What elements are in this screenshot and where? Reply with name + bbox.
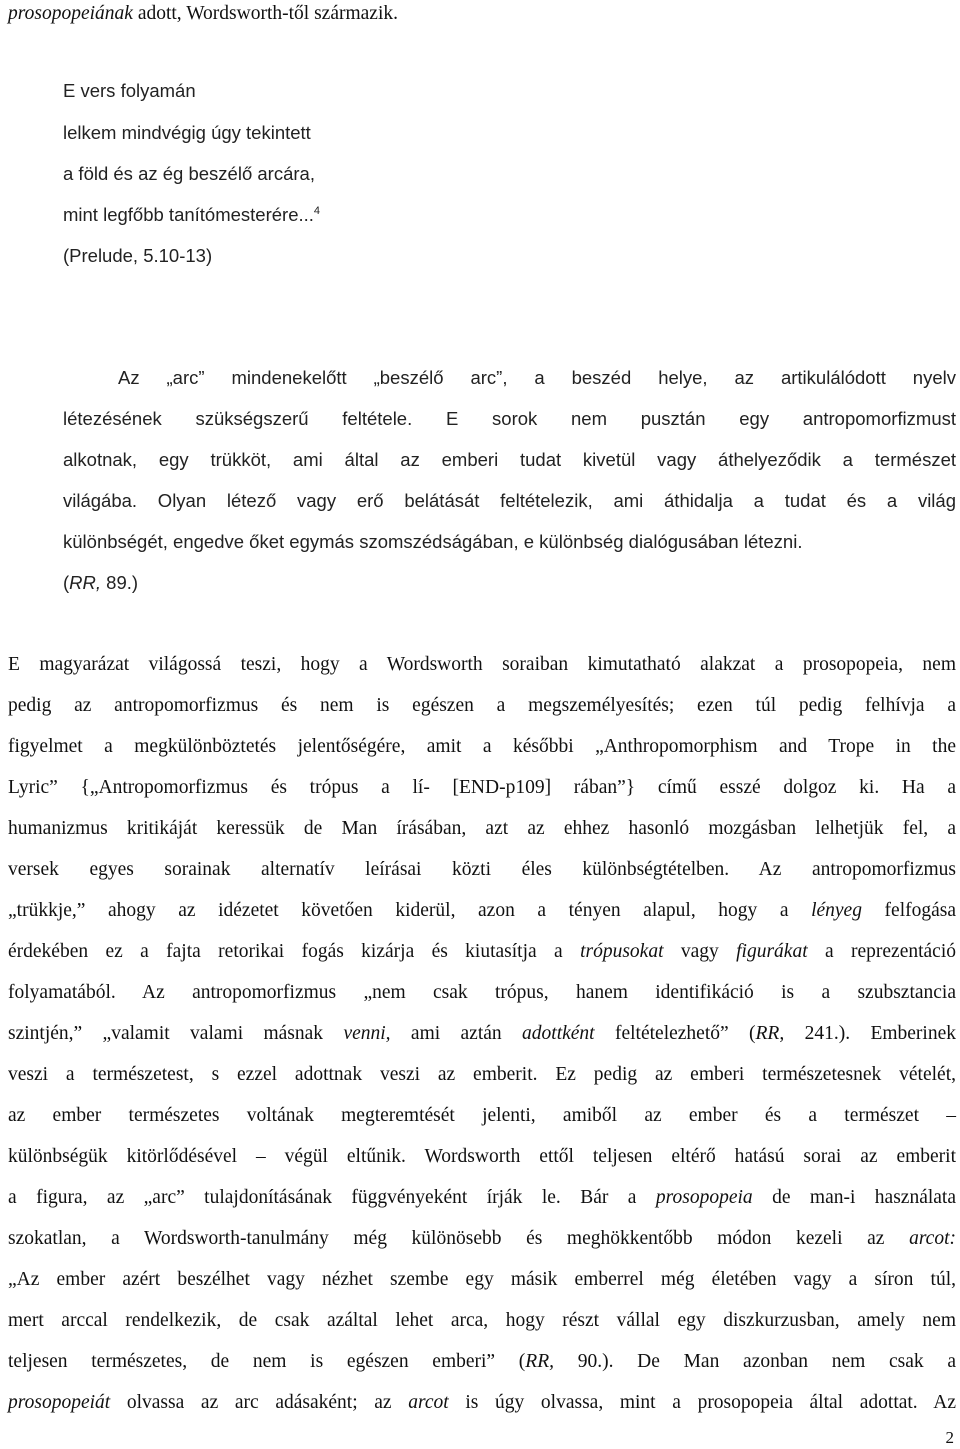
body-line-6: versek egyes sorainak alternatív leírásai közti éles különbségtételben. Az antropomorfizmus (8, 859, 956, 880)
body-line-10-italic-2: adottként (522, 1023, 595, 1044)
body-line-1: E magyarázat világossá teszi, hogy a Wordsworth soraiban kimutatható alakzat a prosopopeia, nem (8, 654, 956, 675)
body-line-13: különbségük kitörlődésével – végül eltűnik. Wordsworth ettől teljesen eltérő hatású sorai az emberit (8, 1146, 956, 1167)
body-line-18-b: 90.). De Man azonban nem csak a (554, 1351, 956, 1372)
page-number: 2 (945, 1428, 954, 1447)
body-line-19-a: olvassa az arc adásaként; az (110, 1392, 409, 1413)
body-line-9: folyamatából. Az antropomorfizmus „nem csak trópus, hanem identifikáció is a szubsztancia (8, 982, 956, 1003)
body-line-19-italic-1: prosopopeiát (8, 1392, 111, 1413)
body-line-5: humanizmus kritikáját keressük de Man írásában, azt az ehhez hasonló mozgásban lelhetjük fel, a (8, 818, 956, 839)
body-line-15-a: szokatlan, a Wordsworth-tanulmány még különösebb és meghökkentőbb módon kezeli az (8, 1228, 910, 1249)
body-line-8-italic-2: figurákat (736, 941, 808, 962)
footnote-ref: 4 (313, 204, 321, 217)
body-line-10-b: ami aztán (390, 1023, 523, 1044)
body-line-8-b: vagy (663, 941, 737, 962)
quote-citation-italic: RR, (69, 572, 102, 593)
body-line-4: Lyric” {„Antropomorfizmus és trópus a lí- [END-p109] rában”} című esszé dolgoz ki. Ha a (8, 777, 956, 798)
body-line-8-c: a reprezentáció (807, 941, 957, 962)
body-line-19 (8, 1393, 956, 1413)
body-line-14-italic: prosopopeia (655, 1187, 753, 1208)
body-line-10-italic-1: venni, (343, 1023, 391, 1044)
body-line-7-a: „trükkje,” ahogy az idézetet követően kiderül, azon a tényen alapul, hogy a (8, 900, 812, 921)
quote-citation-rest: 89.) (101, 572, 139, 593)
body-line-11: veszi a természetest, s ezzel adottnak veszi az emberit. Ez pedig az emberi természetesnek vételét, (8, 1064, 956, 1085)
poem-line-1: E vers folyamán (63, 80, 196, 101)
body-line-7-italic: lényeg (811, 900, 862, 921)
body-line-19-b: is úgy olvassa, mint a prosopopeia által adottat. Az (448, 1392, 956, 1413)
body-line-19-italic-2: arcot (408, 1392, 449, 1413)
poem-line-2: lelkem mindvégig úgy tekintett (63, 122, 311, 143)
body-line-14-a: a figura, az „arc” tulajdonításának függvényeként írják le. Bár a (8, 1187, 656, 1208)
body-line-10-a: szintjén,” „valamit valami másnak (8, 1023, 344, 1044)
body-line-12: az ember természetes voltának megteremtését jelenti, amiből az ember és a természet – (8, 1105, 956, 1126)
quote-line-1: Az „arc” mindenekelőtt „beszélő arc”, a beszéd helye, az artikulálódott nyelv (118, 367, 956, 388)
quote-line-3: alkotnak, egy trükköt, ami által az emberi tudat kivetül vagy áthelyeződik a természet (63, 449, 956, 470)
top-line-italic: prosopopeiának (8, 3, 133, 24)
quote-citation-open: ( (63, 572, 70, 593)
quote-line-5: különbségét, engedve őket egymás szomszédságában, e különbség dialógusában létezni. (63, 531, 803, 552)
poem-citation: (Prelude, 5.10-13) (63, 245, 213, 266)
body-line-7 (8, 901, 956, 921)
body-line-2: pedig az antropomorfizmus és nem is egészen a megszemélyesítés; ezen túl pedig felhívja a (8, 695, 956, 716)
body-line-10-italic-3: RR, (755, 1023, 785, 1044)
body-line-16: „Az ember azért beszélhet vagy nézhet szembe egy másik emberrel még életében vagy a síron túl, (8, 1269, 956, 1290)
quote-line-2: létezésének szükségszerű feltétele. E sorok nem pusztán egy antropomorfizmust (63, 408, 956, 429)
body-line-14-b: de man-i használata (752, 1187, 956, 1208)
top-line (8, 4, 398, 24)
top-line-rest: adott, Wordsworth-től származik. (132, 3, 398, 24)
body-line-7-b: felfogása (861, 900, 956, 921)
body-line-14 (8, 1188, 956, 1208)
poem-line-4 (63, 206, 320, 225)
body-line-18-a: teljesen természetes, de nem is egészen emberi” ( (8, 1351, 526, 1372)
poem-line-4-text: mint legfőbb tanítómesterére... (63, 204, 314, 225)
body-line-8-a: érdekében ez a fajta retorikai fogás kizárja és kiutasítja a (8, 941, 581, 962)
body-line-10 (8, 1024, 956, 1044)
body-line-18-italic: RR, (525, 1351, 554, 1372)
body-line-17: mert arccal rendelkezik, de csak azáltal lehet arca, hogy részt vállal egy diszkurzusban, amely nem (8, 1310, 956, 1331)
body-line-18 (8, 1352, 956, 1372)
body-line-8 (8, 942, 956, 962)
body-line-10-c: feltételezhető” ( (594, 1023, 756, 1044)
quote-line-4: világába. Olyan létező vagy erő belátását feltételezik, ami áthidalja a tudat és a világ (63, 490, 956, 511)
poem-line-3: a föld és az ég beszélő arcára, (63, 163, 315, 184)
body-line-8-italic-1: trópusokat (580, 941, 664, 962)
body-line-10-d: 241.). Emberinek (784, 1023, 957, 1044)
body-line-3: figyelmet a megkülönböztetés jelentőségére, amit a későbbi „Anthropomorphism and Trope in the (8, 736, 956, 757)
body-line-15-italic: arcot: (909, 1228, 956, 1249)
body-line-15 (8, 1229, 956, 1249)
quote-citation (63, 574, 138, 593)
